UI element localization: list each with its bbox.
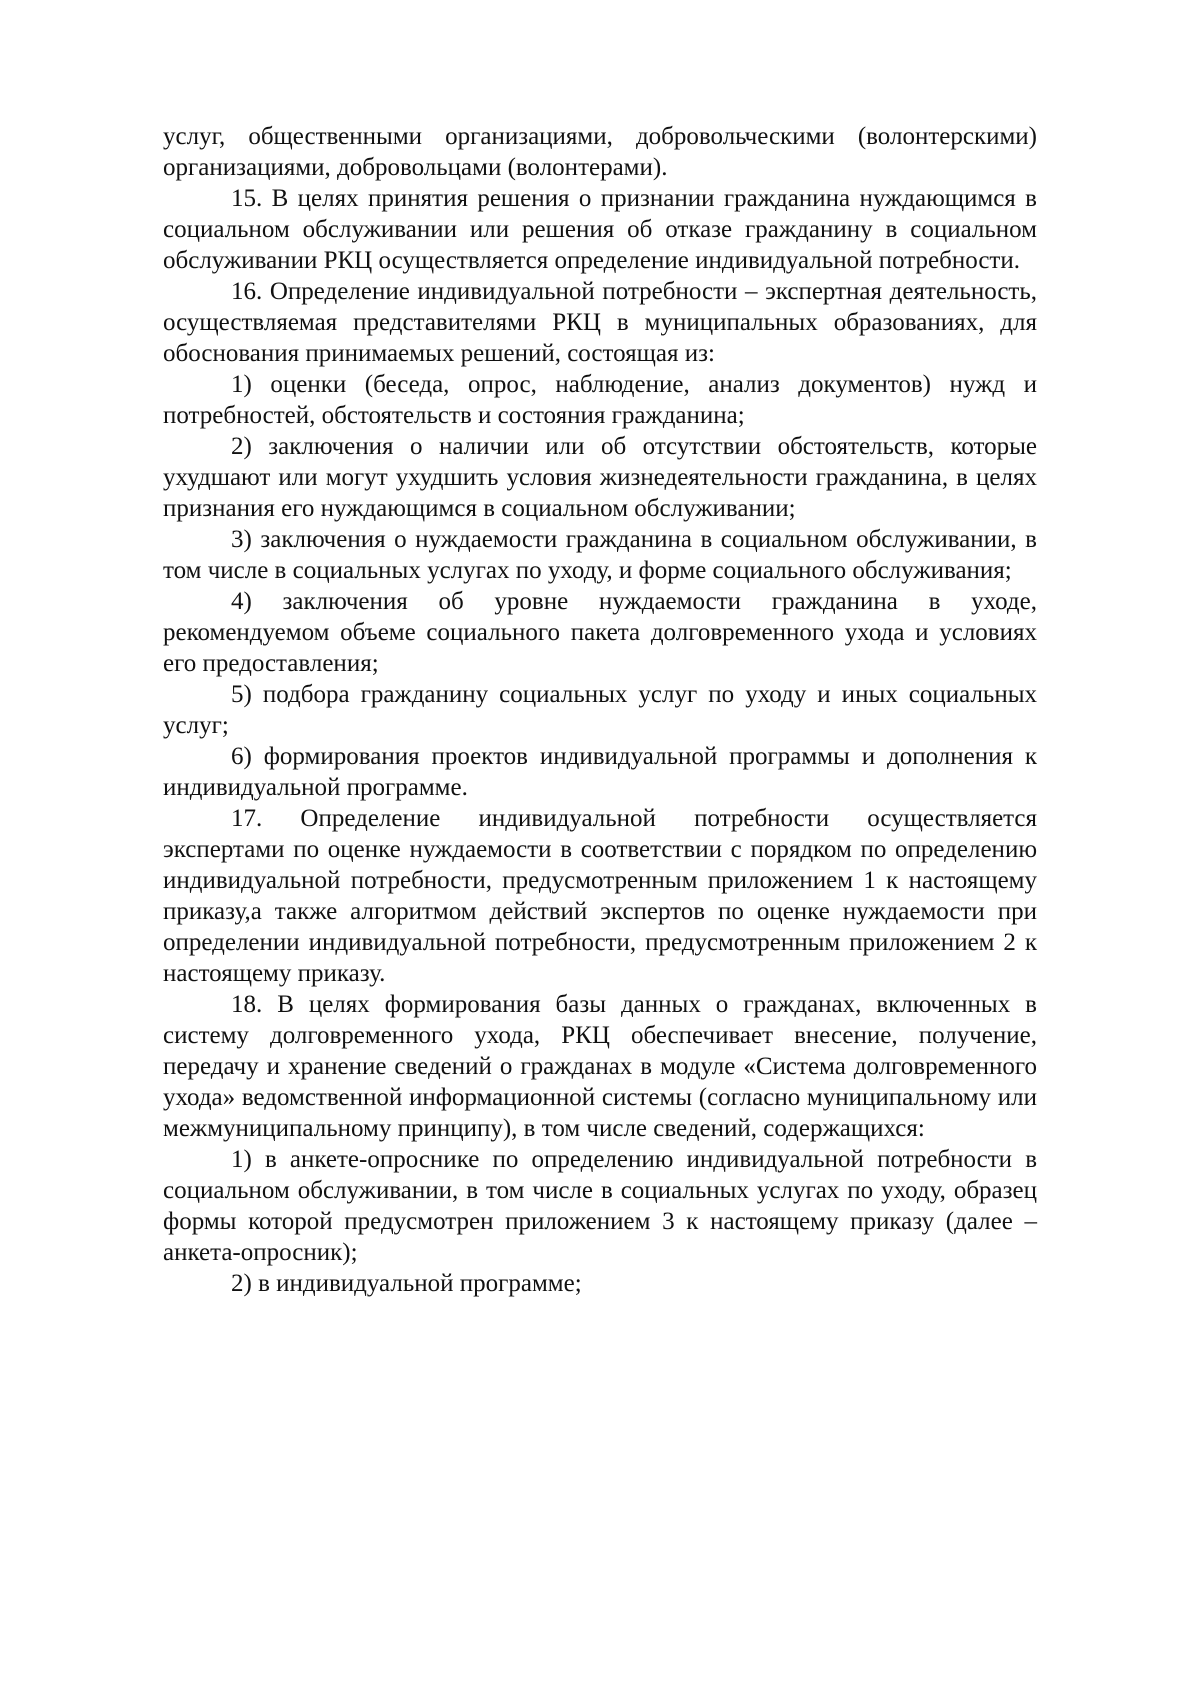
paragraph-16-item-3: 3) заключения о нуждаемости гражданина в социальном обслуживании, в том числе в социальных услугах по уходу, и форме социального обслуживания; [163, 526, 1037, 584]
paragraph-16-item-4: 4) заключения об уровне нуждаемости гражданина в уходе, рекомендуемом объеме социального пакета долговременного ухода и условиях его предоставления; [163, 588, 1037, 677]
paragraph-16-item-6: 6) формирования проектов индивидуальной программы и дополнения к индивидуальной программе. [163, 743, 1037, 801]
paragraph-18: 18. В целях формирования базы данных о гражданах, включенных в систему долговременного ухода, РКЦ обеспечивает внесение, получение, передачу и хранение сведений о гражданах в модуле «Система долговременного ухода» ведомственной информационной системы (согласно муниципальному или межмуниципальному принципу), в том числе сведений, содержащихся: [163, 991, 1037, 1142]
paragraph-16-item-2: 2) заключения о наличии или об отсутствии обстоятельств, которые ухудшают или могут ухудшить условия жизнедеятельности гражданина, в целях признания его нуждающимся в социальном обслуживании; [163, 433, 1037, 522]
paragraph-16-item-5: 5) подбора гражданину социальных услуг по уходу и иных социальных услуг; [163, 681, 1037, 739]
paragraph-15: 15. В целях принятия решения о признании гражданина нуждающимся в социальном обслуживании или решения об отказе гражданину в социальном обслуживании РКЦ осуществляется определение индивидуальной потребности. [163, 185, 1037, 274]
paragraph-18-item-2: 2) в индивидуальной программе; [231, 1270, 582, 1297]
paragraph-16: 16. Определение индивидуальной потребности – экспертная деятельность, осуществляемая представителями РКЦ в муниципальных образованиях, для обоснования принимаемых решений, состоящая из: [163, 278, 1037, 367]
paragraph-17: 17. Определение индивидуальной потребности осуществляется экспертами по оценке нуждаемости в соответствии с порядком по определению индивидуальной потребности, предусмотренным приложением 1 к настоящему приказу,а также алгоритмом действий экспертов по оценке нуждаемости при определении индивидуальной потребности, предусмотренным приложением 2 к настоящему приказу. [163, 805, 1037, 987]
paragraph-continuation: услуг, общественными организациями, добровольческими (волонтерскими) организациями, добровольцами (волонтерами). [163, 123, 1037, 181]
paragraph-16-item-1: 1) оценки (беседа, опрос, наблюдение, анализ документов) нужд и потребностей, обстоятельств и состояния гражданина; [163, 371, 1037, 429]
paragraph-18-item-1: 1) в анкете-опроснике по определению индивидуальной потребности в социальном обслуживании, в том числе в социальных услугах по уходу, образец формы которой предусмотрен приложением 3 к настоящему приказу (далее – анкета-опросник); [163, 1146, 1037, 1266]
document-body [163, 121, 1037, 1299]
